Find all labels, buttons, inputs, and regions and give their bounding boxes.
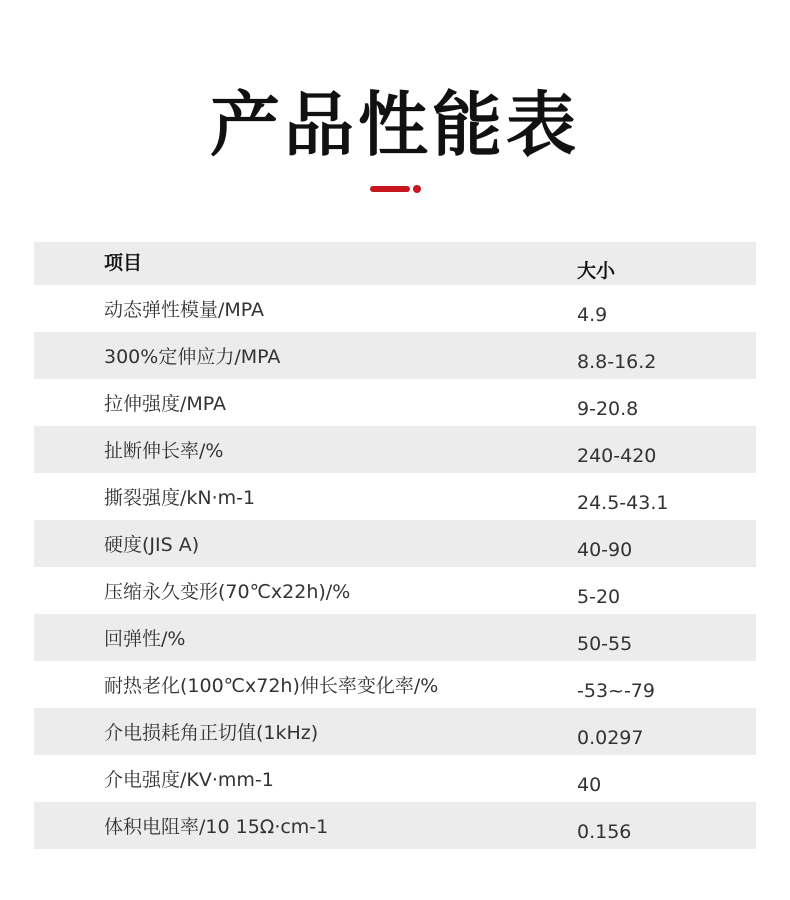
row-item: 介电损耗角正切值(1kHz) [104,722,319,744]
table-row [34,285,756,332]
row-value: 8.8-16.2 [577,350,657,373]
row-value: 9-20.8 [577,397,639,420]
row-item: 撕裂强度/kN·m-1 [104,487,256,509]
row-value: 240-420 [577,444,657,467]
row-value: 5-20 [577,585,621,608]
table-row [34,379,756,426]
row-item: 300%定伸应力/MPA [104,346,281,368]
page-title: 产品性能表 [210,84,580,166]
table-row [34,661,756,708]
header-item: 项目 [104,252,143,274]
row-value: 50-55 [577,632,633,655]
row-item: 扯断伸长率/% [104,440,224,462]
performance-table [34,242,756,849]
row-value: 40-90 [577,538,633,561]
row-item: 拉伸强度/MPA [104,393,227,415]
table-row [34,567,756,614]
row-value: 0.0297 [577,726,644,749]
row-value: -53~-79 [577,679,655,702]
table-row [34,332,756,379]
table-header-row [34,242,756,285]
accent-bar [370,186,410,192]
row-item: 体积电阻率/10 15Ω·cm-1 [104,816,329,838]
accent-dot [413,185,421,193]
header-value: 大小 [577,260,616,282]
row-item: 硬度(JIS A) [104,534,200,556]
row-value: 4.9 [577,303,608,326]
row-value: 40 [577,773,602,796]
row-item: 压缩永久变形(70℃x22h)/% [104,581,351,603]
table-row [34,614,756,661]
row-item: 动态弹性模量/MPA [104,299,265,321]
table-row [34,473,756,520]
table-row [34,426,756,473]
table-row [34,802,756,849]
row-value: 24.5-43.1 [577,491,669,514]
row-item: 回弹性/% [104,628,186,650]
table-row [34,520,756,567]
table-row [34,755,756,802]
title-accent-divider [370,185,422,193]
row-value: 0.156 [577,820,632,843]
row-item: 介电强度/KV·mm-1 [104,769,274,791]
row-item: 耐热老化(100℃x72h)伸长率变化率/% [104,675,439,697]
table-row [34,708,756,755]
